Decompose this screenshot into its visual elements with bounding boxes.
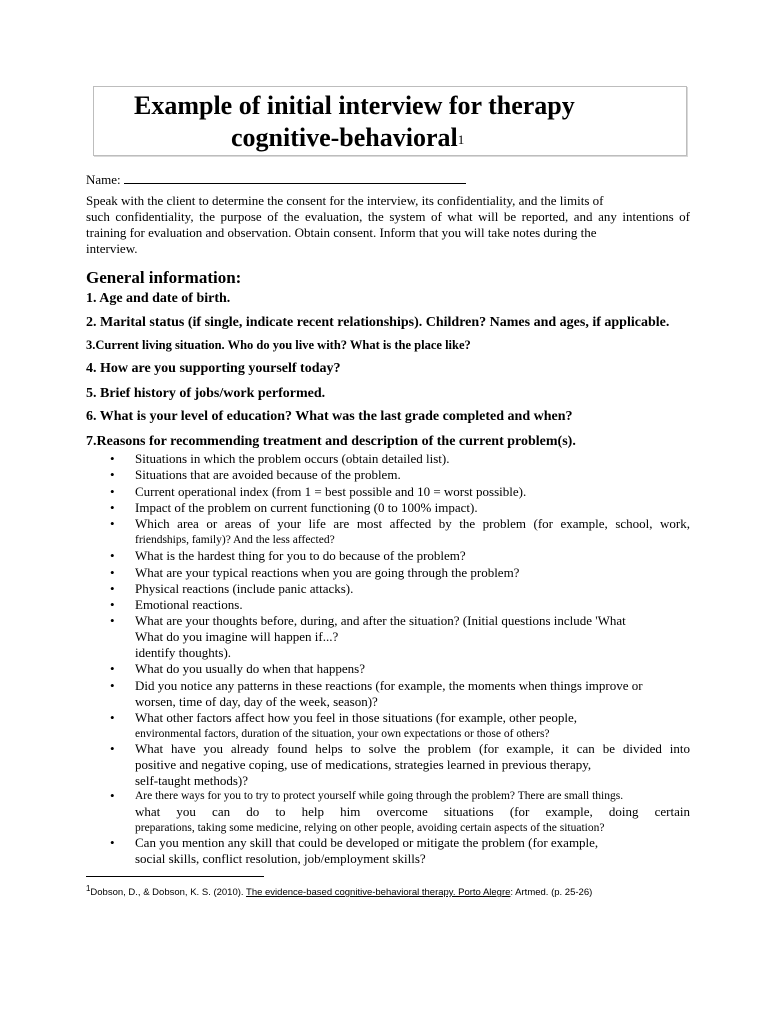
bullet-icon: •	[110, 451, 115, 466]
intro-line: interview.	[86, 241, 138, 256]
bullet-line: What do you imagine will happen if...?	[135, 629, 339, 644]
bullet-line: What other factors affect how you feel in those situations (for example, other people,	[135, 710, 577, 725]
intro-line: such confidentiality, the purpose of the evaluation, the system of what will be reported, and any intentions of	[86, 209, 690, 224]
bullet-icon: •	[110, 835, 115, 850]
footnote-book-link[interactable]: The evidence-based cognitive-behavioral therapy. Porto Alegre	[246, 887, 511, 899]
name-field	[86, 170, 466, 188]
bullet-icon: •	[110, 500, 115, 515]
bullet-line: identify thoughts).	[135, 645, 232, 660]
bullet-icon: •	[110, 788, 115, 803]
bullet-line: what you can do to help him overcome situations (for example, doing certain	[135, 804, 690, 819]
bullet-line: What is the hardest thing for you to do because of the problem?	[135, 548, 466, 563]
bullet-line: What have you already found helps to solve the problem (for example, it can be divided into	[135, 741, 690, 756]
bullet-line: Physical reactions (include panic attacks).	[135, 581, 354, 596]
subtitle-text: cognitive-behavioral	[231, 123, 458, 152]
bullet-line: Can you mention any skill that could be developed or mitigate the problem (for example,	[135, 835, 599, 850]
name-label: Name:	[86, 172, 121, 187]
document-title: Example of initial interview for therapy	[134, 91, 575, 120]
bullet-icon: •	[110, 710, 115, 725]
bullet-icon: •	[110, 548, 115, 563]
bullet-icon: •	[110, 613, 115, 628]
footnote-publisher: : Artmed. (p. 25-26)	[510, 887, 593, 899]
bullet-line: friendships, family)? And the less affected?	[135, 534, 335, 546]
question-5: 5. Brief history of jobs/work performed.	[86, 386, 326, 401]
bullet-icon: •	[110, 467, 115, 482]
question-4: 4. How are you supporting yourself today?	[86, 361, 341, 376]
bullet-line: environmental factors, duration of the situation, your own expectations or those of others?	[135, 728, 550, 740]
bullet-line: What are your typical reactions when you are going through the problem?	[135, 565, 520, 580]
question-2: 2. Marital status (if single, indicate recent relationships). Children? Names and ages, if applicable.	[86, 315, 670, 330]
bullet-line: Did you notice any patterns in these reactions (for example, the moments when things improve or	[135, 678, 643, 693]
footnote-marker: 1	[86, 884, 91, 893]
bullet-icon: •	[110, 661, 115, 676]
bullet-line: social skills, conflict resolution, job/employment skills?	[135, 851, 426, 866]
bullet-line: Current operational index (from 1 = best possible and 10 = worst possible).	[135, 484, 527, 499]
footnote	[86, 883, 592, 899]
question-3: 3.Current living situation. Who do you live with? What is the place like?	[86, 338, 471, 352]
bullet-icon: •	[110, 678, 115, 693]
intro-line: Speak with the client to determine the consent for the interview, its confidentiality, and the limits of	[86, 193, 604, 208]
name-blank-line[interactable]	[124, 170, 466, 184]
document-subtitle	[231, 123, 464, 153]
intro-line: training for evaluation and observation. Obtain consent. Inform that you will take notes during the	[86, 225, 597, 240]
question-1: 1. Age and date of birth.	[86, 291, 231, 306]
bullet-icon: •	[110, 565, 115, 580]
question-7: 7.Reasons for recommending treatment and description of the current problem(s).	[86, 434, 576, 449]
bullet-line: worsen, time of day, day of the week, season)?	[135, 694, 378, 709]
bullet-line: Are there ways for you to try to protect yourself while going through the problem? There are small things.	[135, 790, 624, 802]
bullet-line: Emotional reactions.	[135, 597, 243, 612]
bullet-line: Impact of the problem on current functioning (0 to 100% impact).	[135, 500, 478, 515]
bullet-icon: •	[110, 484, 115, 499]
general-information-heading: General information:	[86, 268, 242, 287]
footnote-authors: Dobson, D., & Dobson, K. S. (2010).	[90, 887, 247, 899]
bullet-line: What do you usually do when that happens?	[135, 661, 365, 676]
bullet-line: self-taught methods)?	[135, 773, 248, 788]
footnote-separator	[86, 876, 264, 877]
bullet-line: Situations in which the problem occurs (obtain detailed list).	[135, 451, 450, 466]
bullet-line: Which area or areas of your life are most affected by the problem (for example, school, work,	[135, 516, 690, 531]
bullet-icon: •	[110, 516, 115, 531]
bullet-line: positive and negative coping, use of medications, strategies learned in previous therapy,	[135, 757, 592, 772]
bullet-line: Situations that are avoided because of the problem.	[135, 467, 401, 482]
bullet-line: What are your thoughts before, during, and after the situation? (Initial questions include 'What	[135, 613, 626, 628]
bullet-line: preparations, taking some medicine, relying on other people, avoiding certain aspects of the situation?	[135, 822, 605, 834]
footnote-ref: 1	[457, 132, 465, 147]
question-6: 6. What is your level of education? What was the last grade completed and when?	[86, 409, 573, 424]
bullet-icon: •	[110, 741, 115, 756]
intro-paragraph	[86, 193, 690, 257]
bullet-icon: •	[110, 597, 115, 612]
bullet-icon: •	[110, 581, 115, 596]
